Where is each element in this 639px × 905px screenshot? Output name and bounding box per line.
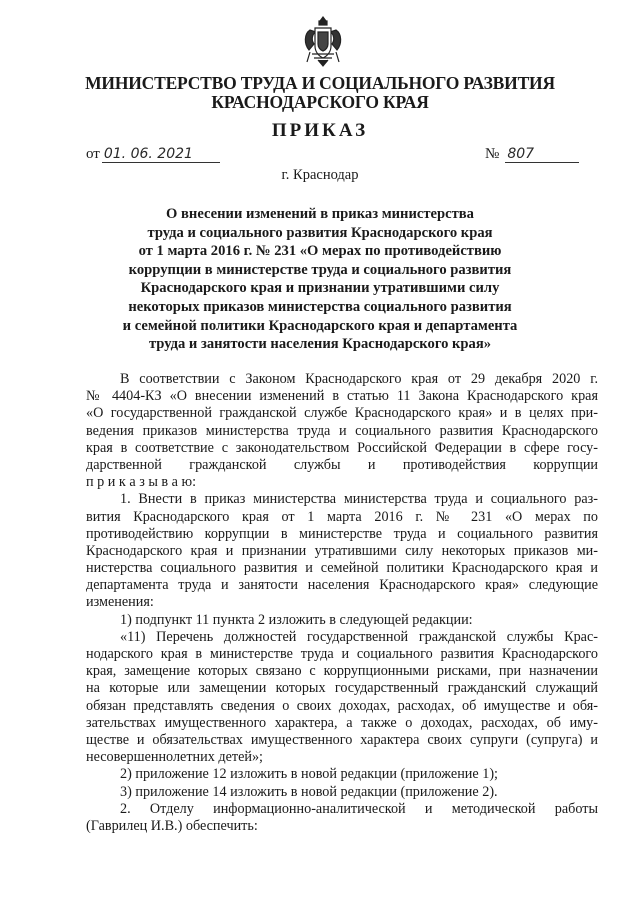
body-line: В соответствии с Законом Краснодарского края от 29 декабря 2020 г.: [120, 371, 598, 387]
order-body: [86, 371, 598, 835]
body-line: зательствах имущественного характера, а также о доходах, расходах, об иму-: [86, 714, 598, 731]
handwritten-number: 807: [505, 146, 579, 163]
body-line: несовершеннолетних детей»;: [86, 749, 263, 766]
coat-of-arms-emblem: [302, 14, 344, 68]
order-title: [80, 205, 560, 354]
body-line: дарственной гражданской службы и противодействия коррупции: [86, 456, 598, 473]
body-line: изменения:: [86, 594, 154, 611]
number-field: [485, 146, 579, 163]
title-line: от 1 марта 2016 г. № 231 «О мерах по противодействию: [138, 243, 502, 260]
ministry-header: [60, 74, 580, 112]
body-line: нистерства социального развития и семейной политики Краснодарского края и: [86, 560, 598, 577]
number-prefix: №: [485, 146, 500, 162]
title-line: О внесении изменений в приказ министерства: [166, 206, 474, 222]
body-line: ществе и обязательствах имущественного характера своих супруги (супруга) и: [86, 731, 598, 748]
body-line: обязан представлять сведения о своих доходах, расходах, об имуществе и обя-: [86, 697, 598, 714]
title-line: коррупции в министерстве труда и социального развития: [128, 261, 512, 278]
body-line: края, замещение которых связано с коррупционными рисками, при назначении: [86, 663, 598, 680]
date-prefix: от: [86, 146, 100, 162]
body-line: 3) приложение 14 изложить в новой редакции (приложение 2).: [120, 783, 498, 800]
body-line: вития Краснодарского края от 1 марта 2016 г. № 231 «О мерах по: [86, 508, 598, 525]
body-line: «11) Перечень должностей государственной гражданской службы Крас-: [120, 628, 598, 645]
document-type: ПРИКАЗ: [271, 120, 369, 141]
body-line: п р и к а з ы в а ю:: [86, 474, 197, 491]
body-line: нодарского края в министерстве труда и социального развития Краснодарского: [86, 646, 598, 663]
body-line: ведения приказов министерства труда и социального развития Краснодарского: [86, 422, 598, 439]
body-line: на которые или замещении которых государственный гражданский служащий: [86, 680, 598, 697]
body-line: 1) подпункт 11 пункта 2 изложить в следующей редакции:: [120, 611, 473, 628]
body-line: «О государственной гражданской службе Краснодарского края» и в целях при-: [86, 405, 598, 422]
body-line: департамента труда и занятости населения Краснодарского края» следующие: [86, 577, 598, 594]
date-field: [86, 146, 220, 163]
body-line: (Гаврилец И.В.) обеспечить:: [86, 817, 258, 834]
body-line: Краснодарского края и признании утратившими силу некоторых приказов ми-: [86, 542, 598, 559]
ministry-line-2: КРАСНОДАРСКОГО КРАЯ: [211, 92, 429, 112]
title-line: и семейной политики Краснодарского края и департамента: [122, 317, 518, 334]
body-line: 1. Внести в приказ министерства министерства труда и социального раз-: [120, 491, 598, 508]
title-line: Краснодарского края и признании утратившими силу: [140, 280, 500, 297]
ministry-line-1: МИНИСТЕРСТВО ТРУДА И СОЦИАЛЬНОГО РАЗВИТИЯ: [85, 73, 555, 93]
body-line: края в соответствие с законодательством Российской Федерации в сфере госу-: [86, 439, 598, 456]
title-line: труда и занятости населения Краснодарского края»: [148, 336, 492, 353]
body-line: противодействию коррупции в министерстве труда и социального развития: [86, 525, 598, 542]
title-line: труда и социального развития Краснодарского края: [147, 224, 493, 241]
body-line: 2) приложение 12 изложить в новой редакции (приложение 1);: [120, 766, 498, 783]
handwritten-date: 01. 06. 2021: [102, 146, 220, 163]
title-line: некоторых приказов министерства социального развития: [128, 298, 512, 315]
body-line: № 4404-КЗ «О внесении изменений в статью 11 Закона Краснодарского края: [86, 388, 598, 405]
city-label: г. Краснодар: [281, 167, 359, 183]
body-line: 2. Отделу информационно-аналитической и методической работы: [120, 800, 598, 817]
